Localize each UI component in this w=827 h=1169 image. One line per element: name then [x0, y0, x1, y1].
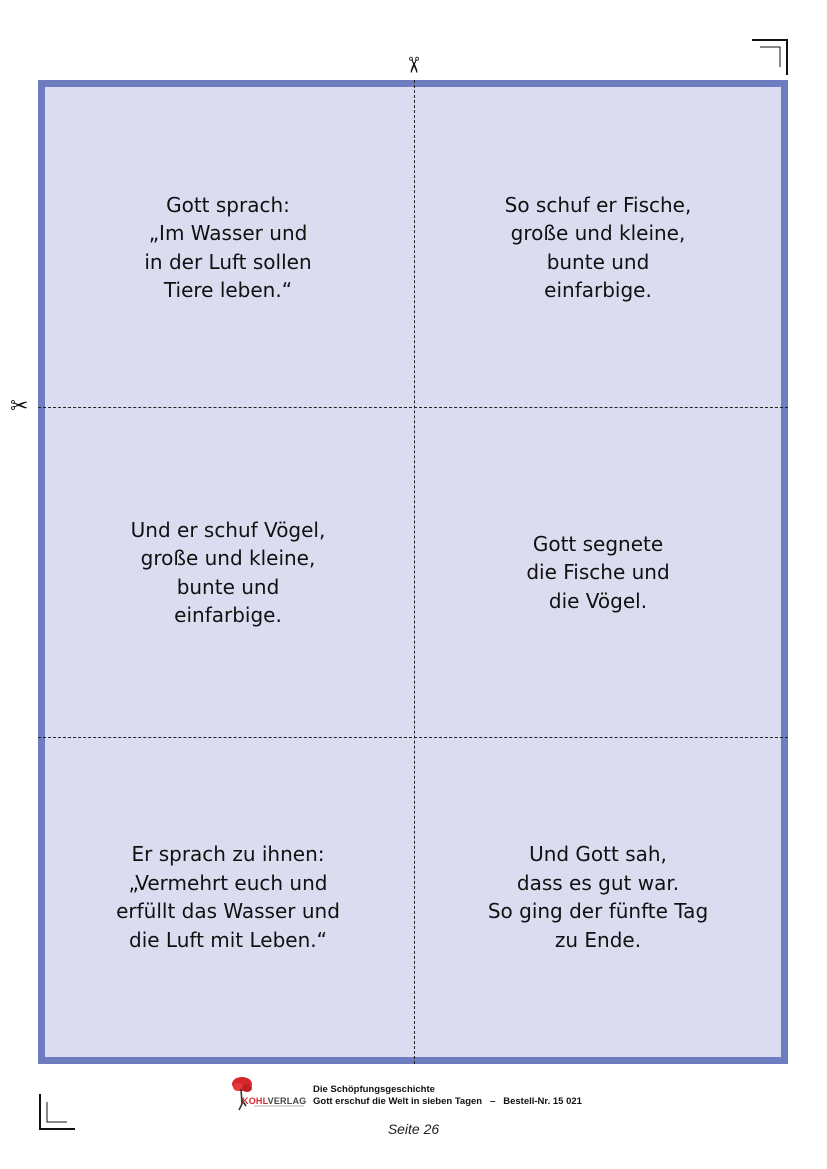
card-line: große und kleine,: [510, 221, 686, 245]
card-6: [418, 738, 778, 1056]
card-4: [418, 408, 778, 737]
card-line: bunte und: [176, 574, 280, 599]
card-line: „Im Wasser und: [148, 221, 308, 245]
card-3: [48, 408, 408, 737]
card-line: So ging der fünfte Tag: [487, 899, 709, 923]
card-line: in der Luft sollen: [144, 249, 312, 274]
footer-subtitle: Gott erschuf die Welt in sieben Tagen: [313, 1096, 483, 1107]
card-1: [48, 88, 408, 407]
scissors-icon: ✂: [400, 55, 426, 75]
card-line: „Vermehrt euch und: [128, 870, 328, 895]
card-line: So schuf er Fische,: [504, 192, 692, 217]
scissors-icon: ✂: [10, 394, 29, 419]
card-line: zu Ende.: [554, 927, 642, 952]
card-line: große und kleine,: [140, 546, 316, 570]
card-line: einfarbige.: [174, 603, 282, 627]
logo-wordmark: [242, 1096, 306, 1106]
card-line: dass es gut war.: [516, 870, 680, 895]
card-line: Und er schuf Vögel,: [130, 517, 326, 542]
cut-line-vertical: [414, 80, 415, 1064]
tree-icon: [230, 1076, 306, 1112]
card-2: [418, 88, 778, 407]
card-line: einfarbige.: [544, 278, 652, 302]
card-line: bunte und: [546, 249, 650, 274]
card-line: Gott segnete: [532, 531, 664, 556]
card-line: erfüllt das Wasser und: [116, 899, 340, 923]
card-line: Und Gott sah,: [529, 842, 667, 866]
card-5: [48, 738, 408, 1056]
footer-separator: –: [490, 1096, 496, 1107]
logo-kohl: KOHL: [242, 1096, 268, 1106]
publisher-logo: [230, 1076, 306, 1112]
logo-verlag: VERLAG: [267, 1096, 307, 1106]
crop-mark-top-right: [750, 38, 790, 78]
footer-info: [313, 1084, 582, 1108]
card-line: Tiere leben.“: [163, 278, 293, 302]
card-line: die Luft mit Leben.“: [129, 927, 327, 952]
footer-subtitle-row: [313, 1096, 582, 1108]
page-number: Seite 26: [387, 1121, 440, 1137]
footer-order-number: Bestell-Nr. 15 021: [503, 1096, 582, 1107]
footer-title: Die Schöpfungsgeschichte: [313, 1084, 435, 1095]
card-line: Gott sprach:: [166, 192, 290, 217]
card-line: Er sprach zu ihnen:: [131, 842, 325, 866]
card-line: die Vögel.: [548, 588, 648, 613]
card-line: die Fische und: [526, 560, 670, 585]
